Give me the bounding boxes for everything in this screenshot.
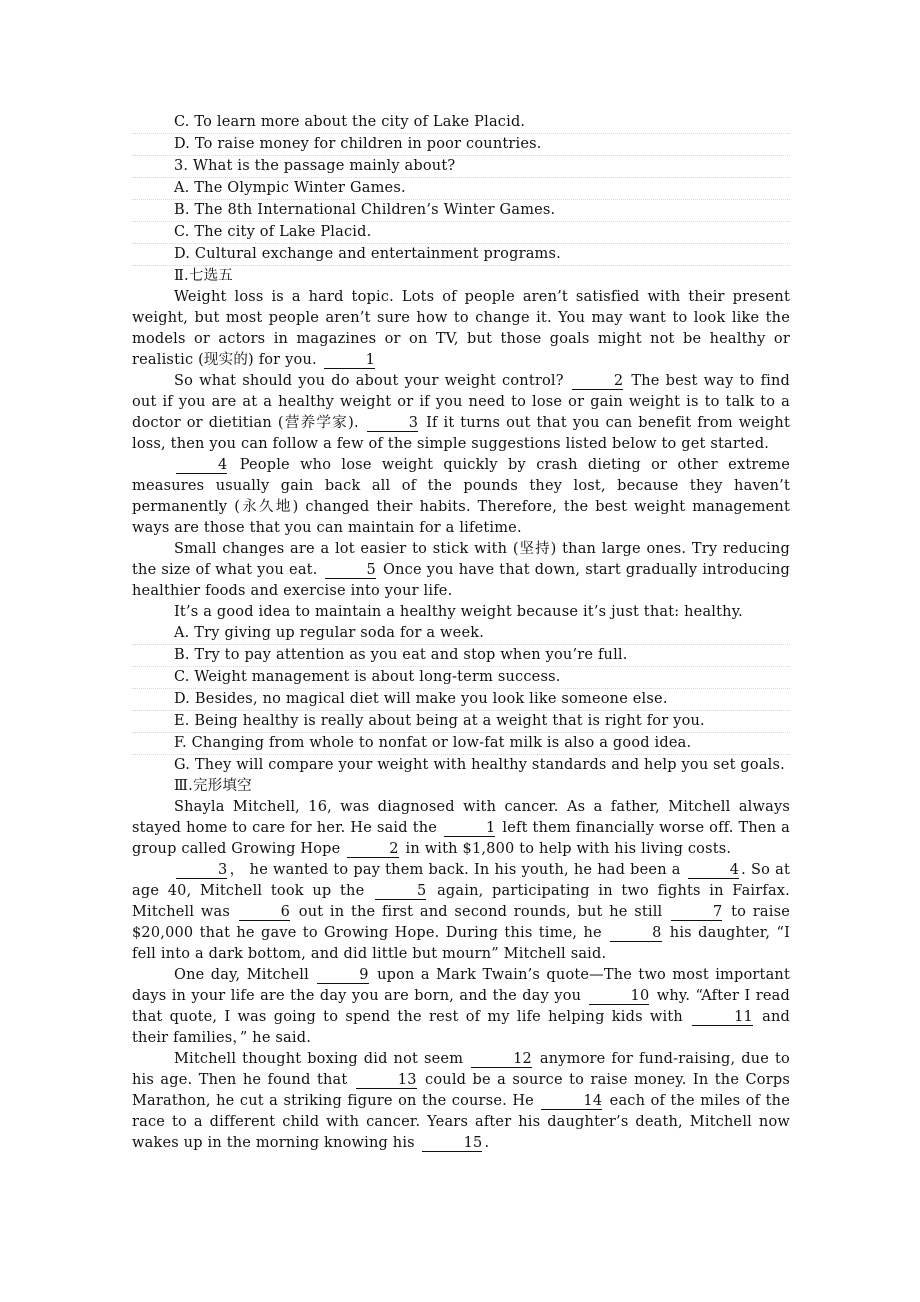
answer-blank[interactable]: 1 [444,821,495,837]
option-line: D. To raise money for children in poor countries. [132,134,790,156]
paragraph: 3 ， he wanted to pay them back. In his youth, he had been a 4 . So at age 40, Mitchell took up the 5 again, participating in two fights in Fairfax. Mitchell was 6 out in the first and second rounds, but he still 7 to raise $20,000 that he gave to Growing Hope. During this time, he 8 his daughter, “I fell into a dark bottom, and did little but mourn” Mitchell said. [132,862,791,962]
answer-blank[interactable]: 15 [422,1136,483,1152]
paragraph: Shayla Mitchell, 16, was diagnosed with cancer. As a father, Mitchell always stayed home to care for her. He said the 1 left them financially worse off. Then a group called Growing Hope 2 in with $1,800 to help with his living costs. [132,799,790,857]
section-heading: Ⅲ.完形填空 [174,778,252,794]
page-content [132,112,790,1154]
answer-blank[interactable]: 6 [239,905,290,921]
paragraph: One day, Mitchell 9 upon a Mark Twain’s quote—The two most important days in your life are the day you are born, and the day you 10 why. “After I read that quote, I was going to spend the rest of my life helping kids with 11 and their families，” he said. [132,967,790,1046]
paragraph: Weight loss is a hard topic. Lots of people aren’t satisfied with their present weight, but most people aren’t sure how to change it. You may want to look like the models or actors in magazines or on TV, but those goals might not be healthy or realistic (现实的) for you. 1 [132,289,790,368]
option-line: C. Weight management is about long-term success. [132,667,790,689]
option-line: A. Try giving up regular soda for a week. [132,623,790,645]
option-line: E. Being healthy is really about being at a weight that is right for you. [132,711,790,733]
answer-blank[interactable]: 8 [610,926,661,942]
answer-blank[interactable]: 14 [541,1094,602,1110]
option-line: D. Cultural exchange and entertainment programs. [132,244,790,266]
answer-blank[interactable]: 4 [176,458,227,474]
option-line: B. The 8th International Children’s Winter Games. [132,200,790,222]
option-line: C. The city of Lake Placid. [132,222,790,244]
answer-blank[interactable]: 11 [692,1010,753,1026]
answer-blank[interactable]: 13 [356,1073,417,1089]
answer-blank[interactable]: 3 [176,863,227,879]
option-line: B. Try to pay attention as you eat and stop when you’re full. [132,645,790,667]
answer-blank[interactable]: 3 [367,416,418,432]
paragraph: 4 People who lose weight quickly by crash dieting or other extreme measures usually gain back all of the pounds they lost, because they haven’t permanently (永久地) changed their habits. Therefore, the best weight management ways are those that you can maintain for a lifetime. [132,457,790,536]
answer-blank[interactable]: 1 [324,353,375,369]
answer-blank[interactable]: 5 [325,563,376,579]
answer-blank[interactable]: 7 [671,905,722,921]
option-line: A. The Olympic Winter Games. [132,178,790,200]
answer-blank[interactable]: 2 [572,374,623,390]
question-line: 3. What is the passage mainly about? [132,156,790,178]
option-line: C. To learn more about the city of Lake Placid. [132,112,790,134]
paragraph: Mitchell thought boxing did not seem 12 anymore for fund-raising, due to his age. Then he found that 13 could be a source to raise money. In the Corps Marathon, he cut a striking figure on the course. He 14 each of the miles of the race to a different child with cancer. Years after his daughter’s death, Mitchell now wakes up in the morning knowing his 15 . [132,1051,790,1151]
answer-blank[interactable]: 5 [375,884,426,900]
answer-blank[interactable]: 2 [347,842,398,858]
option-line: F. Changing from whole to nonfat or low-fat milk is also a good idea. [132,733,790,755]
answer-blank[interactable]: 12 [471,1052,532,1068]
paragraph: It’s a good idea to maintain a healthy weight because it’s just that: healthy. [174,604,743,620]
answer-blank[interactable]: 9 [317,968,368,984]
answer-blank[interactable]: 4 [688,863,739,879]
paragraph: Small changes are a lot easier to stick with (坚持) than large ones. Try reducing the size of what you eat. 5 Once you have that down, start gradually introducing healthier foods and exercise into your life. [132,541,791,599]
option-line: D. Besides, no magical diet will make you look like someone else. [132,689,790,711]
paragraph: So what should you do about your weight control? 2 The best way to find out if you are at a healthy weight or if you need to lose or gain weight is to talk to a doctor or dietitian (营养学家). 3 If it turns out that you can benefit from weight loss, then you can follow a few of the simple suggestions listed below to get started. [132,373,790,452]
option-line: G. They will compare your weight with healthy standards and help you set goals. [174,757,785,773]
answer-blank[interactable]: 10 [589,989,650,1005]
section-heading: Ⅱ.七选五 [174,268,233,284]
